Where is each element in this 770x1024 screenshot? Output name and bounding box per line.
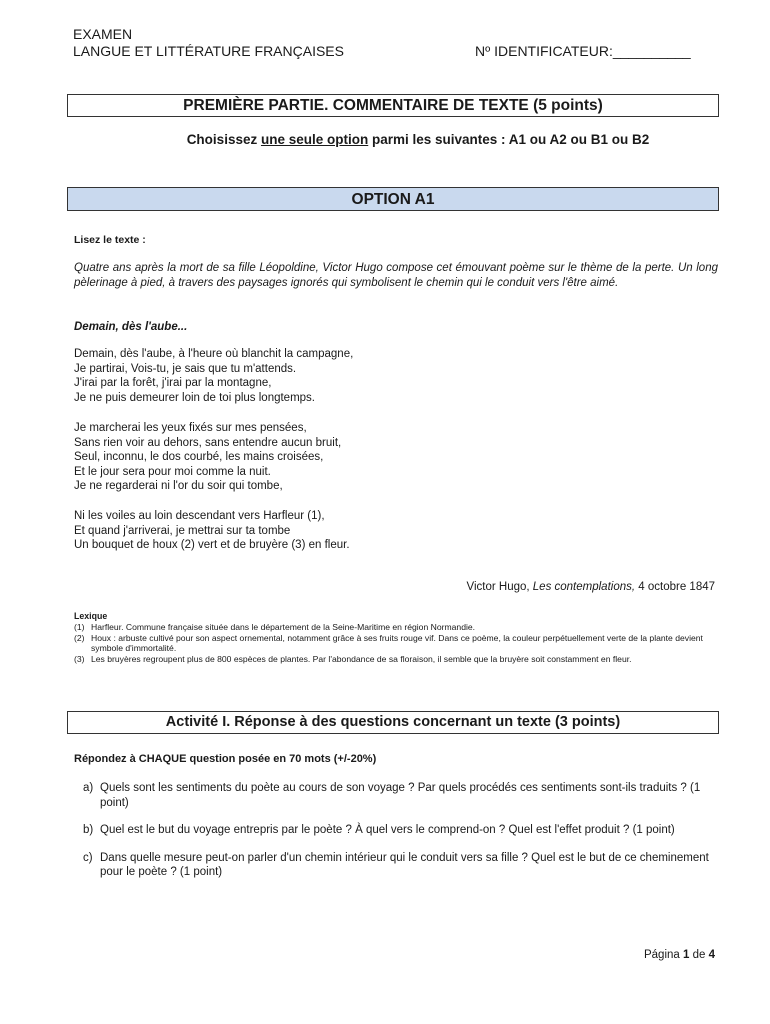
intro-text: Quatre ans après la mort de sa fille Léopoldine, Victor Hugo compose cet émouvant poème sur le thème de la perte. Un long pèlerinage à pied, à travers des paysages ignorés qui symbolisent le chemin qui le conduit vers l'être aimé. <box>74 262 718 289</box>
poem-line: J'irai par la forêt, j'irai par la montagne, <box>74 377 272 390</box>
lexique <box>74 611 718 664</box>
poem-line: Seul, inconnu, le dos courbé, les mains croisées, <box>74 451 324 464</box>
lexique-number: (1) <box>74 622 85 632</box>
poem-line: Et quand j'arriverai, je mettrai sur ta tombe <box>74 524 291 537</box>
question-letter: b) <box>83 824 94 836</box>
total-pages: 4 <box>708 949 715 961</box>
poem-title: Demain, dès l'aube... <box>74 321 188 333</box>
lexique-number: (3) <box>74 653 85 664</box>
choose-after: parmi les suivantes : A1 ou A2 ou B1 ou B2 <box>368 132 650 147</box>
choose-instruction <box>0 132 770 147</box>
poem-line: Et le jour sera pour moi comme la nuit. <box>74 465 271 478</box>
attribution-author: Victor Hugo, <box>466 581 533 593</box>
lexique-text: Harfleur. Commune française située dans le département de la Seine-Maritime en région Normandie. <box>91 622 476 632</box>
question-item <box>74 823 718 838</box>
part-title: PREMIÈRE PARTIE. COMMENTAIRE DE TEXTE (5 points) <box>67 94 719 117</box>
question-item <box>74 851 718 880</box>
lexique-item <box>74 622 718 633</box>
question-letter: c) <box>83 851 93 864</box>
attribution <box>467 580 715 595</box>
page-number <box>644 949 715 961</box>
answer-instruction: Répondez à CHAQUE question posée en 70 mots (+/-20%) <box>74 753 377 765</box>
lexique-text: Houx : arbuste cultivé pour son aspect ornemental, notamment grâce à ses fruits rouge vif. Dans ce poème, la couleur perpétuellement verte de la plante devient symbole d'immortalité. <box>91 632 703 653</box>
poem-line: Demain, dès l'aube, à l'heure où blanchit la campagne, <box>74 348 354 360</box>
attribution-date: 4 octobre 1847 <box>635 581 715 593</box>
poem-line: Je partirai, Vois-tu, je sais que tu m'attends. <box>74 362 297 375</box>
question-text: Quel est le but du voyage entrepris par le poète ? À quel vers le comprend-on ? Quel est l'effet produit ? (1 point) <box>100 824 675 836</box>
lexique-text: Les bruyères regroupent plus de 800 espèces de plantes. Par l'abondance de sa floraison, il semble que la bruyère soit constamment en fleur. <box>91 653 632 664</box>
question-list <box>74 781 718 880</box>
poem-line: Un bouquet de houx (2) vert et de bruyère (3) en fleur. <box>74 539 350 552</box>
read-label: Lisez le texte : <box>74 234 146 246</box>
identifier-blank: __________ <box>612 43 691 59</box>
lexique-title: Lexique <box>74 611 108 621</box>
question-text: Quels sont les sentiments du poète au cours de son voyage ? Par quels procédés ces sentiments sont-ils traduits ? (1 point) <box>100 782 701 809</box>
lexique-item <box>74 633 718 654</box>
attribution-work: Les contemplations, <box>532 581 636 593</box>
poem-line: Je marcherai les yeux fixés sur mes pensées, <box>74 422 307 434</box>
option-title: OPTION A1 <box>67 187 719 211</box>
lexique-item <box>74 654 718 665</box>
activity-title: Activité I. Réponse à des questions concernant un texte (3 points) <box>67 711 719 734</box>
poem-stanza-3 <box>74 509 350 553</box>
page-word: Página <box>643 949 683 961</box>
of-word: de <box>689 949 709 961</box>
current-page: 1 <box>683 949 690 961</box>
question-letter: a) <box>83 782 94 794</box>
identifier-field <box>475 43 691 60</box>
poem-line: Je ne regarderai ni l'or du soir qui tombe, <box>74 480 283 493</box>
question-item <box>74 781 718 810</box>
subject-label: LANGUE ET LITTÉRATURE FRANÇAISES <box>73 43 344 59</box>
poem-line: Sans rien voir au dehors, sans entendre aucun bruit, <box>74 436 342 449</box>
poem-stanza-2 <box>74 421 341 494</box>
poem-line: Je ne puis demeurer loin de toi plus longtemps. <box>74 391 316 404</box>
lexique-number: (2) <box>74 632 85 643</box>
choose-underlined: une seule option <box>260 132 369 147</box>
question-text: Dans quelle mesure peut-on parler d'un chemin intérieur qui le conduit vers sa fille ? Quel est le but de ce cheminement pour le poète ? (1 point) <box>100 851 709 878</box>
identifier-label: Nº IDENTIFICATEUR: <box>475 43 613 59</box>
exam-label: EXAMEN <box>73 26 133 42</box>
poem-stanza-1 <box>74 347 353 405</box>
choose-before: Choisissez <box>186 132 261 147</box>
poem-line: Ni les voiles au loin descendant vers Harfleur (1), <box>74 510 325 522</box>
